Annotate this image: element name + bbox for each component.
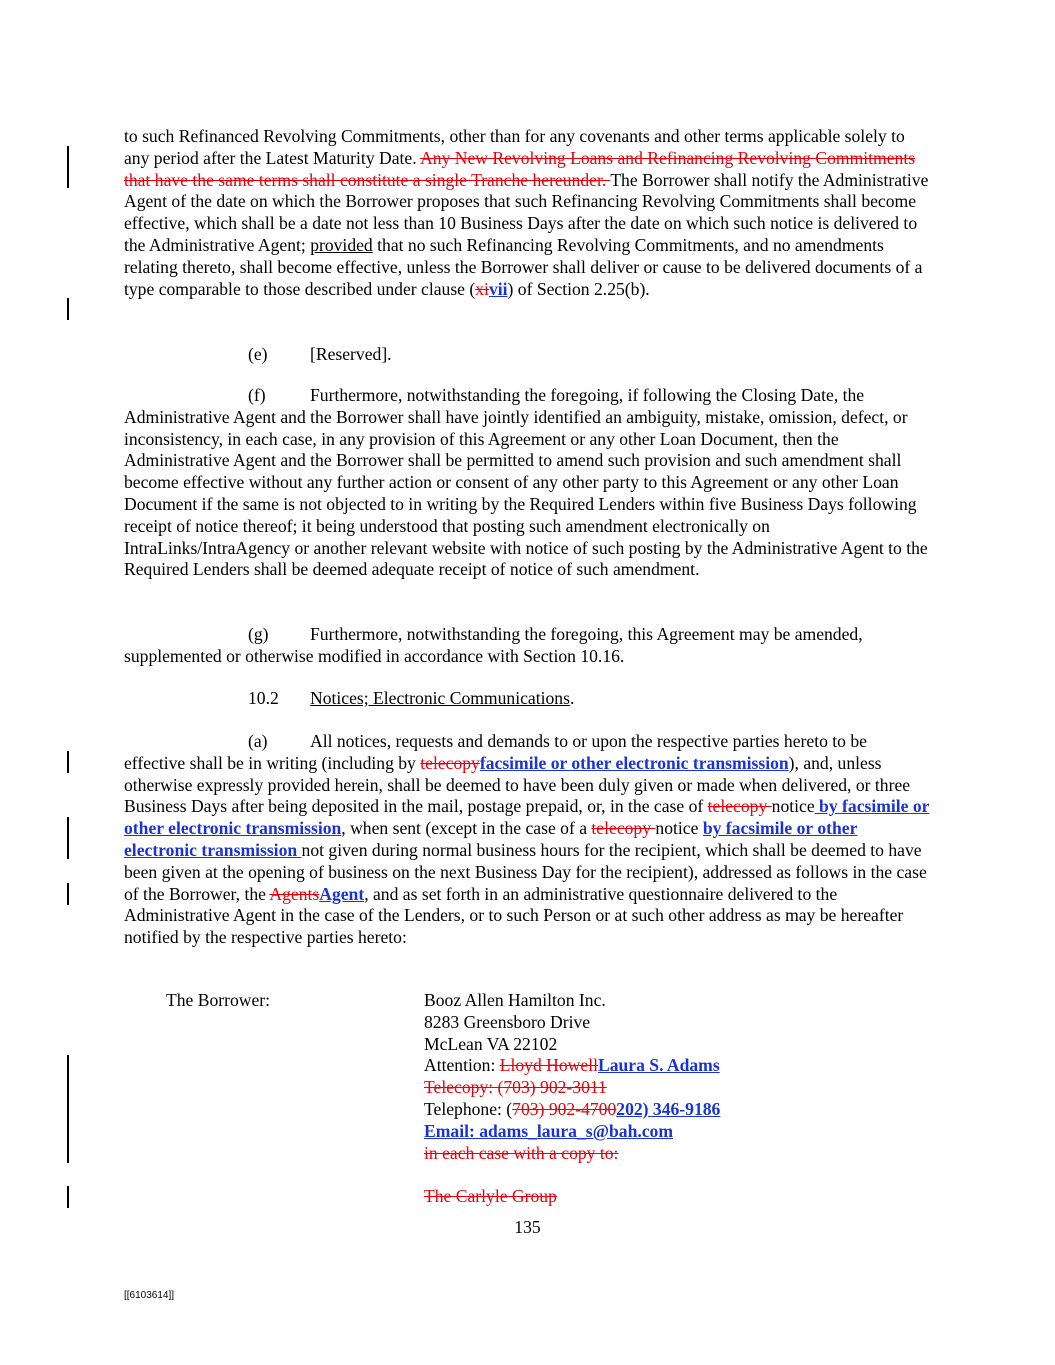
change-bar bbox=[67, 1186, 69, 1208]
section-heading: 10.2 Notices; Electronic Communications. bbox=[248, 688, 575, 708]
document-id: [[6103614]] bbox=[124, 1290, 175, 1301]
carlyle-line: The Carlyle Group bbox=[424, 1186, 557, 1207]
inserted-text: by facsimile or other electronic transmission bbox=[124, 818, 858, 860]
borrower-label: The Borrower: bbox=[166, 990, 271, 1010]
paragraph-label: (e) bbox=[248, 344, 268, 364]
inserted-text: vii bbox=[488, 278, 508, 299]
paragraph-e: (e) [Reserved]. bbox=[248, 344, 392, 364]
deleted-text: Lloyd Howell bbox=[499, 1055, 598, 1076]
deleted-text: Any New Revolving Loans and Refinancing Revolving Commitments that have the same terms shall constitute a single Tranche hereunder. bbox=[124, 147, 916, 190]
change-bar bbox=[67, 817, 69, 859]
paragraph-label: (f) bbox=[248, 385, 266, 405]
paragraph-d-continuation: to such Refinanced Revolving Commitments, other than for any covenants and other terms applicable solely to any period after the Latest Maturity Date. Any New Revolving Loans and Refinancing Revolving Commitments that have the same terms shall constitute a single Tranche hereunder. The Borrower shall notify the Administrative Agent of the date on which the Borrower proposes that such Refinancing Revolving Commitments shall become effective, which shall be a date not less than 10 Business Days after the date on which such notice is delivered to the Administrative Agent; provided that no such Refinancing Revolving Commitments, and no amendments relating thereto, shall become effective, unless the Borrower shall deliver or cause to be delivered documents of a type comparable to those described under clause (xivii) of Section 2.25(b). bbox=[124, 126, 929, 299]
copy-to-line: in each case with a copy to: bbox=[424, 1142, 619, 1163]
change-bar bbox=[67, 298, 69, 320]
deleted-text: xi bbox=[475, 278, 489, 299]
telecopy-line: Telecopy: (703) 902-3011 bbox=[424, 1077, 607, 1098]
section-number: 10.2 bbox=[248, 688, 279, 708]
change-bar bbox=[67, 883, 69, 905]
address-line: Booz Allen Hamilton Inc. bbox=[424, 990, 606, 1010]
inserted-text: by facsimile or other electronic transmission bbox=[124, 796, 930, 839]
inserted-text: Agent bbox=[319, 883, 365, 904]
deleted-text: 703) 902-4700 bbox=[512, 1098, 617, 1119]
email-line: Email: adams_laura_s@bah.com bbox=[424, 1120, 674, 1141]
deleted-text: telecopy bbox=[591, 818, 656, 839]
paragraph-g: (g) Furthermore, notwithstanding the foregoing, this Agreement may be amended, supplemented or otherwise modified in accordance with Section 10.16. bbox=[124, 624, 863, 666]
inserted-text: Laura S. Adams bbox=[597, 1055, 720, 1076]
provided-term: provided bbox=[310, 234, 373, 255]
address-line: McLean VA 22102 bbox=[424, 1033, 558, 1054]
deleted-text: telecopy bbox=[420, 752, 480, 773]
borrower-address-block bbox=[424, 990, 720, 1208]
telephone-line: Telephone: (703) 902-4700202) 346-9186 bbox=[424, 1098, 721, 1119]
paragraph-f: (f) Furthermore, notwithstanding the foregoing, if following the Closing Date, the Administrative Agent and the Borrower shall have jointly identified an ambiguity, mistake, omission, defect, or inconsistency, in each case, in any provision of this Agreement or any other Loan Document, then the Administrative Agent and the Borrower shall be permitted to amend such provision and such amendment shall become effective without any further action or consent of any other party to this Agreement or any other Loan Document if the same is not objected to in writing by the Required Lenders within five Business Days following receipt of notice thereof; it being understood that posting such amendment electronically on IntraLinks/IntraAgency or another relevant website with notice of such posting by the Administrative Agent to the Required Lenders shall be deemed adequate receipt of notice of such amendment. bbox=[124, 385, 928, 580]
inserted-text: facsimile or other electronic transmission bbox=[479, 752, 789, 773]
address-line: 8283 Greensboro Drive bbox=[424, 1011, 591, 1032]
inserted-text: 202) 346-9186 bbox=[616, 1098, 721, 1119]
section-title: Notices; Electronic Communications bbox=[310, 688, 570, 708]
change-bar bbox=[67, 146, 69, 188]
page-number: 135 bbox=[514, 1217, 541, 1237]
paragraph-a: (a) All notices, requests and demands to or upon the respective parties hereto to be effective shall be in writing (including by telecopyfacsimile or other electronic transmission), and, unless otherwise expressly provided herein, shall be deemed to have been duly given or made when delivered, or three Business Days after being deposited in the mail, postage prepaid, or, in the case of telecopy notice by facsimile or other electronic transmission, when sent (except in the case of a telecopy notice by facsimile or other electronic transmission not given during normal business hours for the recipient, which shall be deemed to have been given at the opening of business on the next Business Day for the recipient), addressed as follows in the case of the Borrower, the AgentsAgent, and as set forth in an administrative questionnaire delivered to the Administrative Agent in the case of the Lenders, or to such Person or at such other address as may be hereafter notified by the respective parties hereto: bbox=[124, 731, 930, 948]
change-bar bbox=[67, 751, 69, 773]
attention-line: Attention: Lloyd HowellLaura S. Adams bbox=[424, 1055, 720, 1076]
paragraph-label: (a) bbox=[248, 731, 268, 751]
deleted-text: telecopy bbox=[707, 796, 772, 817]
change-bar bbox=[67, 1055, 69, 1163]
paragraph-label: (g) bbox=[248, 624, 269, 644]
deleted-text: Agents bbox=[269, 883, 320, 904]
